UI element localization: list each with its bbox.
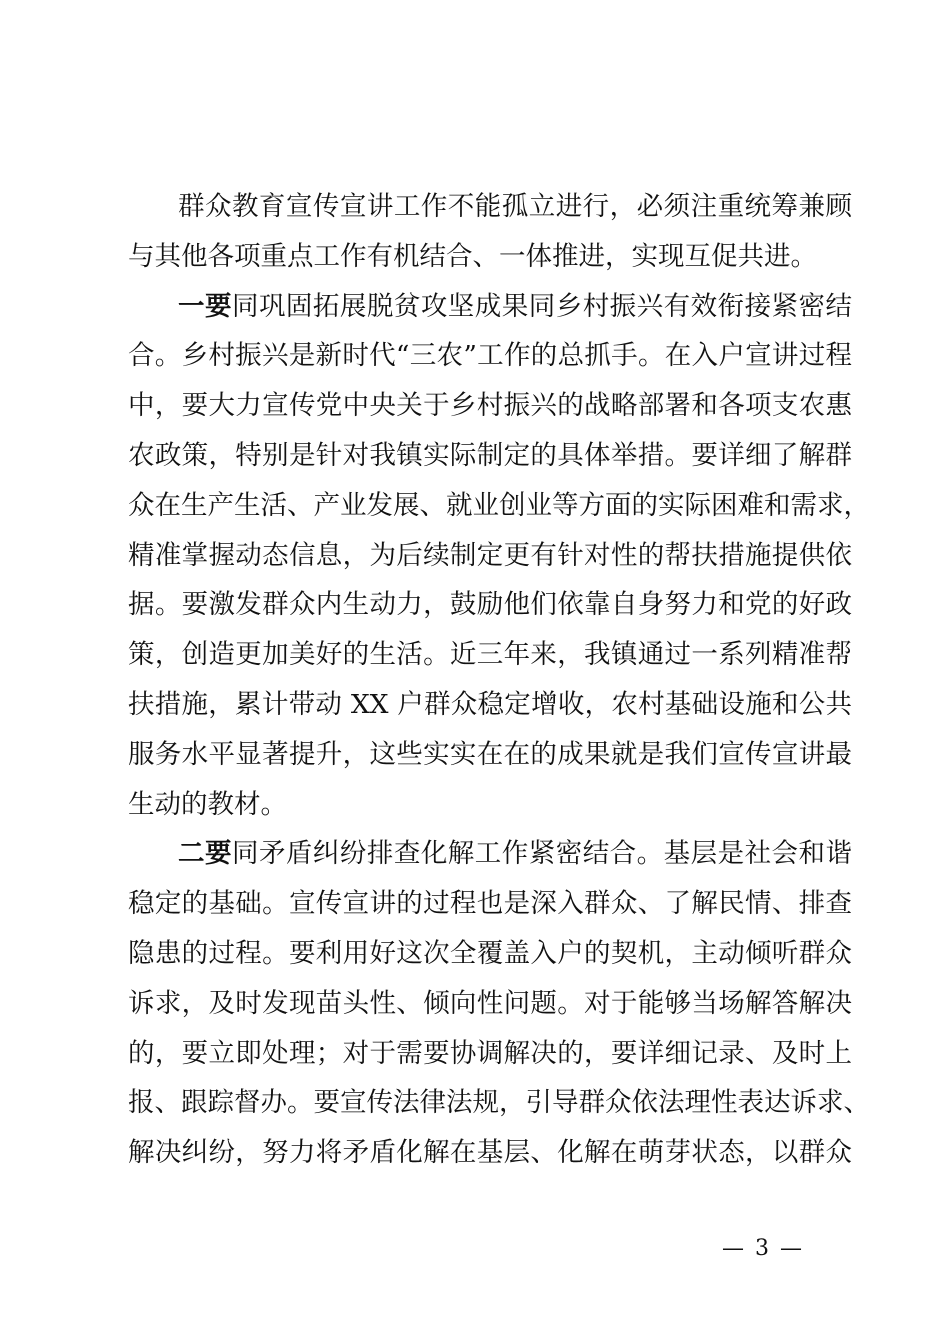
line-text: 报、跟踪督办。要宣传法律法规，引导群众依法理性表达诉求、 (128, 1087, 870, 1119)
line-text: 稳定的基础。宣传宣讲的过程也是深入群众、了解民情、排查 (128, 888, 852, 920)
line-text: 合。乡村振兴是新时代“三农”工作的总抓手。在入户宣讲过程 (128, 340, 852, 372)
paragraph (128, 829, 870, 1178)
line-text: 群众教育宣传宣讲工作不能孤立进行，必须注重统筹兼顾 (178, 191, 852, 222)
text-line (128, 1078, 870, 1128)
line-text: 解决纠纷，努力将矛盾化解在基层、化解在萌芽状态，以群众 (128, 1137, 852, 1169)
text-line (128, 331, 852, 381)
text-line (128, 929, 852, 979)
text-line (128, 531, 852, 581)
line-text: 同巩固拓展脱贫攻坚成果同乡村振兴有效衔接紧密结 (231, 290, 853, 322)
text-line (128, 481, 870, 531)
text-line (128, 780, 852, 830)
line-text: 服务水平显著提升，这些实实在在的成果就是我们宣传宣讲最 (128, 738, 852, 770)
paragraph-lead: 二要 (178, 838, 232, 870)
text-line (128, 1029, 852, 1079)
line-text: 的，要立即处理；对于需要协调解决的，要详细记录、及时上 (128, 1037, 852, 1069)
line-text: 隐患的过程。要利用好这次全覆盖入户的契机，主动倾听群众 (128, 937, 852, 969)
text-line (128, 879, 852, 929)
line-text: 扶措施，累计带动 XX 户群众稳定增收，农村基础设施和公共 (128, 688, 852, 720)
line-text: 众在生产生活、产业发展、就业创业等方面的实际困难和需求， (128, 489, 870, 521)
text-line (128, 730, 852, 780)
line-text: 农政策，特别是针对我镇实际制定的具体举措。要详细了解群 (128, 439, 852, 471)
text-line (128, 630, 852, 680)
text-line (128, 381, 852, 431)
line-text: 精准掌握动态信息，为后续制定更有针对性的帮扶措施提供依 (128, 539, 852, 571)
paragraph-lead: 一要 (178, 290, 232, 322)
text-line (128, 182, 852, 232)
text-line (128, 232, 852, 282)
text-line (128, 979, 852, 1029)
paragraph (128, 182, 852, 282)
text-line (128, 282, 852, 332)
line-text: 诉求，及时发现苗头性、倾向性问题。对于能够当场解答解决 (128, 987, 852, 1019)
line-text: 策，创造更加美好的生活。近三年来，我镇通过一系列精准帮 (128, 639, 852, 671)
document-body (128, 182, 870, 1178)
text-line (128, 680, 852, 730)
text-line (128, 580, 852, 630)
line-text: 生动的教材。 (128, 788, 287, 820)
text-line (128, 829, 852, 879)
line-text: 与其他各项重点工作有机结合、一体推进，实现互促共进。 (128, 240, 817, 272)
line-text: 据。要激发群众内生动力，鼓励他们依靠自身努力和党的好政 (128, 589, 852, 621)
line-text: 同矛盾纠纷排查化解工作紧密结合。基层是社会和谐 (231, 838, 853, 870)
text-line (128, 1128, 852, 1178)
page-number: — 3 — (722, 1236, 804, 1261)
line-text: 中，要大力宣传党中央关于乡村振兴的战略部署和各项支农惠 (128, 390, 852, 422)
paragraph (128, 282, 870, 830)
text-line (128, 431, 852, 481)
